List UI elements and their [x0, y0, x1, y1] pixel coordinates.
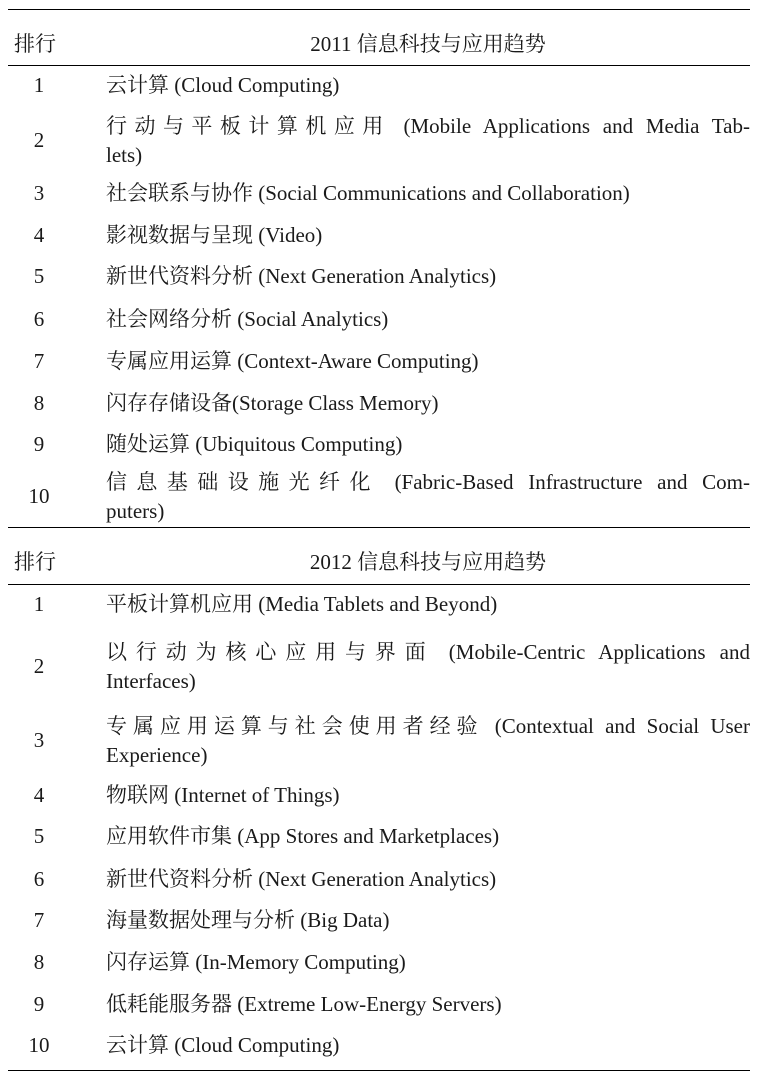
description-line: 以行动为核心应用与界面 (Mobile-Centric Applications and: [106, 640, 750, 664]
trend-description: [106, 990, 750, 1019]
rank-number: 3: [33, 728, 45, 752]
rank-number: 2: [33, 128, 45, 152]
rank-column-header: 排行: [14, 550, 56, 574]
description-line: 随处运算 (Ubiquitous Computing): [106, 432, 403, 456]
trend-description: [106, 468, 750, 526]
rank-number: 7: [33, 349, 45, 373]
rank-number: 5: [33, 824, 45, 848]
table-title-2011: 2011 信息科技与应用趋势: [310, 32, 546, 56]
description-line: Experience): [106, 743, 208, 767]
description-line: 新世代资料分析 (Next Generation Analytics): [106, 264, 497, 288]
rank-number: 2: [33, 654, 45, 678]
header-row-2011: [8, 29, 750, 59]
description-line: 闪存存储设备(Storage Class Memory): [106, 391, 439, 415]
trend-description: [106, 781, 750, 810]
rank-column-header: 排行: [14, 32, 56, 56]
trend-description: [106, 112, 750, 170]
rank-number: 6: [33, 307, 45, 331]
trend-description: [106, 305, 750, 334]
trend-description: [106, 71, 750, 100]
trend-description: [106, 389, 750, 418]
top-rule-2011: [8, 9, 750, 10]
rank-number: 6: [33, 867, 45, 891]
trend-description: [106, 948, 750, 977]
description-line: 平板计算机应用 (Media Tablets and Beyond): [106, 592, 498, 616]
rank-number: 1: [33, 592, 45, 616]
description-line: puters): [106, 499, 165, 523]
rank-number: 9: [33, 432, 45, 456]
description-line: 新世代资料分析 (Next Generation Analytics): [106, 867, 497, 891]
description-line: 社会网络分析 (Social Analytics): [106, 307, 389, 331]
description-line: 行动与平板计算机应用 (Mobile Applications and Media Tab-: [106, 114, 750, 138]
rank-number: 9: [33, 992, 45, 1016]
rank-number: 4: [33, 223, 45, 247]
trend-description: [106, 865, 750, 894]
rank-number: 10: [28, 1033, 50, 1057]
trend-description: [106, 638, 750, 696]
header-row-2012: [8, 547, 750, 577]
header-rule-2011: [8, 65, 750, 66]
description-line: 闪存运算 (In-Memory Computing): [106, 950, 406, 974]
rank-number: 8: [33, 950, 45, 974]
rank-number: 10: [28, 484, 50, 508]
bottom-rule-2012: [8, 1070, 750, 1071]
trend-description: [106, 347, 750, 376]
description-line: 专属应用运算与社会使用者经验 (Contextual and Social User: [106, 714, 750, 738]
description-line: 应用软件市集 (App Stores and Marketplaces): [106, 824, 500, 848]
trend-description: [106, 221, 750, 250]
rank-number: 5: [33, 264, 45, 288]
description-line: Interfaces): [106, 669, 196, 693]
trend-description: [106, 822, 750, 851]
description-line: 低耗能服务器 (Extreme Low-Energy Servers): [106, 992, 502, 1016]
description-line: 云计算 (Cloud Computing): [106, 73, 340, 97]
description-line: 专属应用运算 (Context-Aware Computing): [106, 349, 479, 373]
description-line: 信息基础设施光纤化 (Fabric-Based Infrastructure and Com-: [106, 470, 750, 494]
trend-description: [106, 179, 750, 208]
rank-number: 7: [33, 908, 45, 932]
trend-description: [106, 430, 750, 459]
table-title-2012: 2012 信息科技与应用趋势: [309, 550, 547, 574]
rank-number: 1: [33, 73, 45, 97]
description-line: 云计算 (Cloud Computing): [106, 1033, 340, 1057]
rank-number: 4: [33, 783, 45, 807]
trend-description: [106, 590, 750, 619]
description-line: 社会联系与协作 (Social Communications and Collaboration): [106, 181, 630, 205]
trend-description: [106, 712, 750, 770]
description-line: lets): [106, 143, 143, 167]
trend-description: [106, 1031, 750, 1060]
bottom-rule-2011: [8, 527, 750, 528]
rank-number: 3: [33, 181, 45, 205]
trend-description: [106, 906, 750, 935]
rank-number: 8: [33, 391, 45, 415]
description-line: 海量数据处理与分析 (Big Data): [106, 908, 390, 932]
description-line: 影视数据与呈现 (Video): [106, 223, 323, 247]
description-line: 物联网 (Internet of Things): [106, 783, 340, 807]
trend-description: [106, 262, 750, 291]
header-rule-2012: [8, 584, 750, 585]
